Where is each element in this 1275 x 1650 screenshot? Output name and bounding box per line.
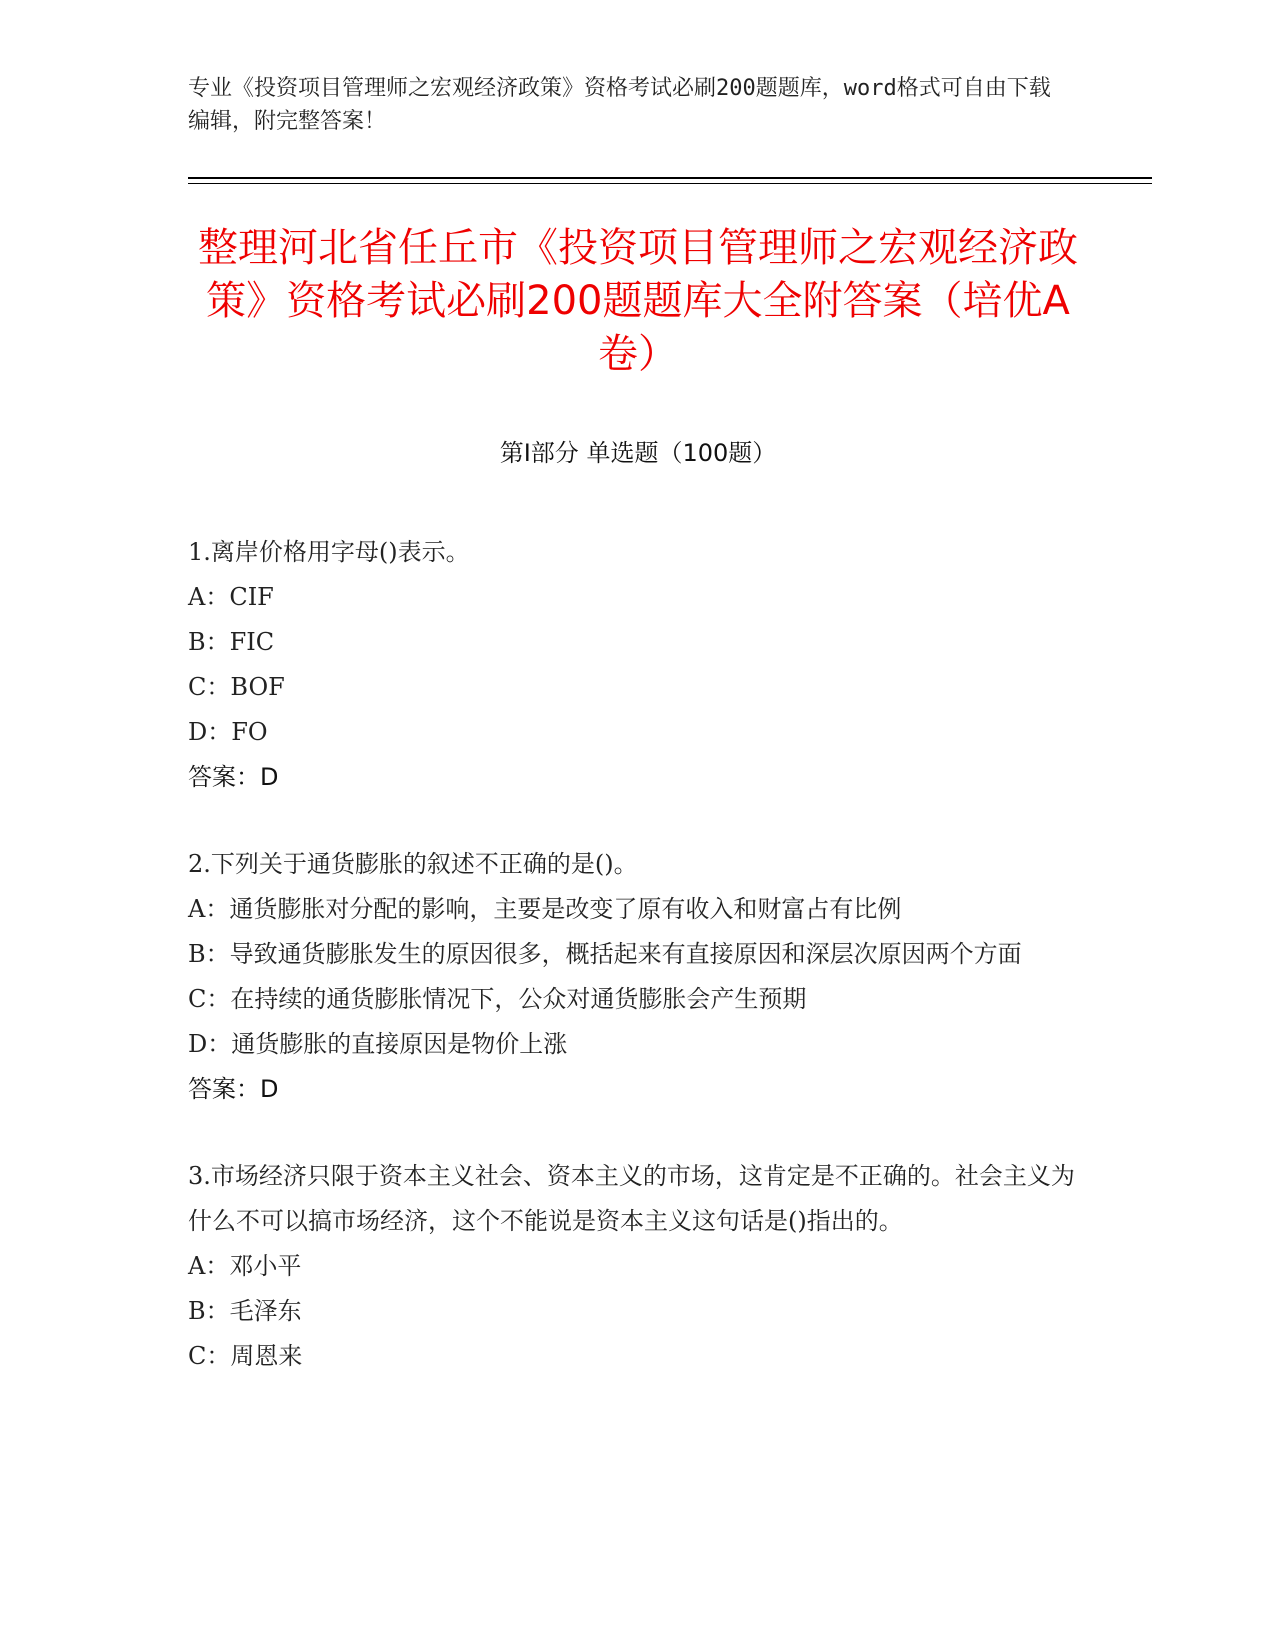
- option-c: C：周恩来: [188, 1342, 303, 1370]
- question-list: [188, 530, 1088, 1421]
- option-c: C：BOF: [188, 673, 285, 701]
- header-rule-thin: [188, 183, 1152, 184]
- option-a: A：CIF: [188, 583, 274, 611]
- header-note: 专业《投资项目管理师之宏观经济政策》资格考试必刷200题题库，word格式可自由下载编辑，附完整答案！: [188, 76, 1051, 134]
- answer-line: 答案：D: [188, 1075, 279, 1103]
- option-c: C：在持续的通货膨胀情况下，公众对通货膨胀会产生预期: [188, 985, 807, 1013]
- option-d: D：FO: [188, 718, 268, 746]
- question-1: [188, 530, 1088, 800]
- option-d: D：通货膨胀的直接原因是物价上涨: [188, 1030, 568, 1058]
- option-b: B：毛泽东: [188, 1297, 302, 1325]
- option-b: B：FIC: [188, 628, 275, 656]
- question-stem: 1.离岸价格用字母()表示。: [188, 538, 470, 566]
- section-title: 第Ⅰ部分 单选题（100题）: [499, 439, 777, 467]
- answer-line: 答案：D: [188, 763, 279, 791]
- question-2: [188, 842, 1088, 1112]
- option-a: A：邓小平: [188, 1252, 302, 1280]
- document-title: 整理河北省任丘市《投资项目管理师之宏观经济政策》资格考试必刷200题题库大全附答案（培优A卷）: [198, 225, 1078, 377]
- question-3: [188, 1154, 1088, 1379]
- option-a: A：通货膨胀对分配的影响，主要是改变了原有收入和财富占有比例: [188, 895, 902, 923]
- option-b: B：导致通货膨胀发生的原因很多，概括起来有直接原因和深层次原因两个方面: [188, 940, 1022, 968]
- question-stem: 3.市场经济只限于资本主义社会、资本主义的市场，这肯定是不正确的。社会主义为什么不可以搞市场经济，这个不能说是资本主义这句话是()指出的。: [188, 1162, 1075, 1235]
- header-rule: [188, 177, 1152, 179]
- question-stem: 2.下列关于通货膨胀的叙述不正确的是()。: [188, 850, 638, 878]
